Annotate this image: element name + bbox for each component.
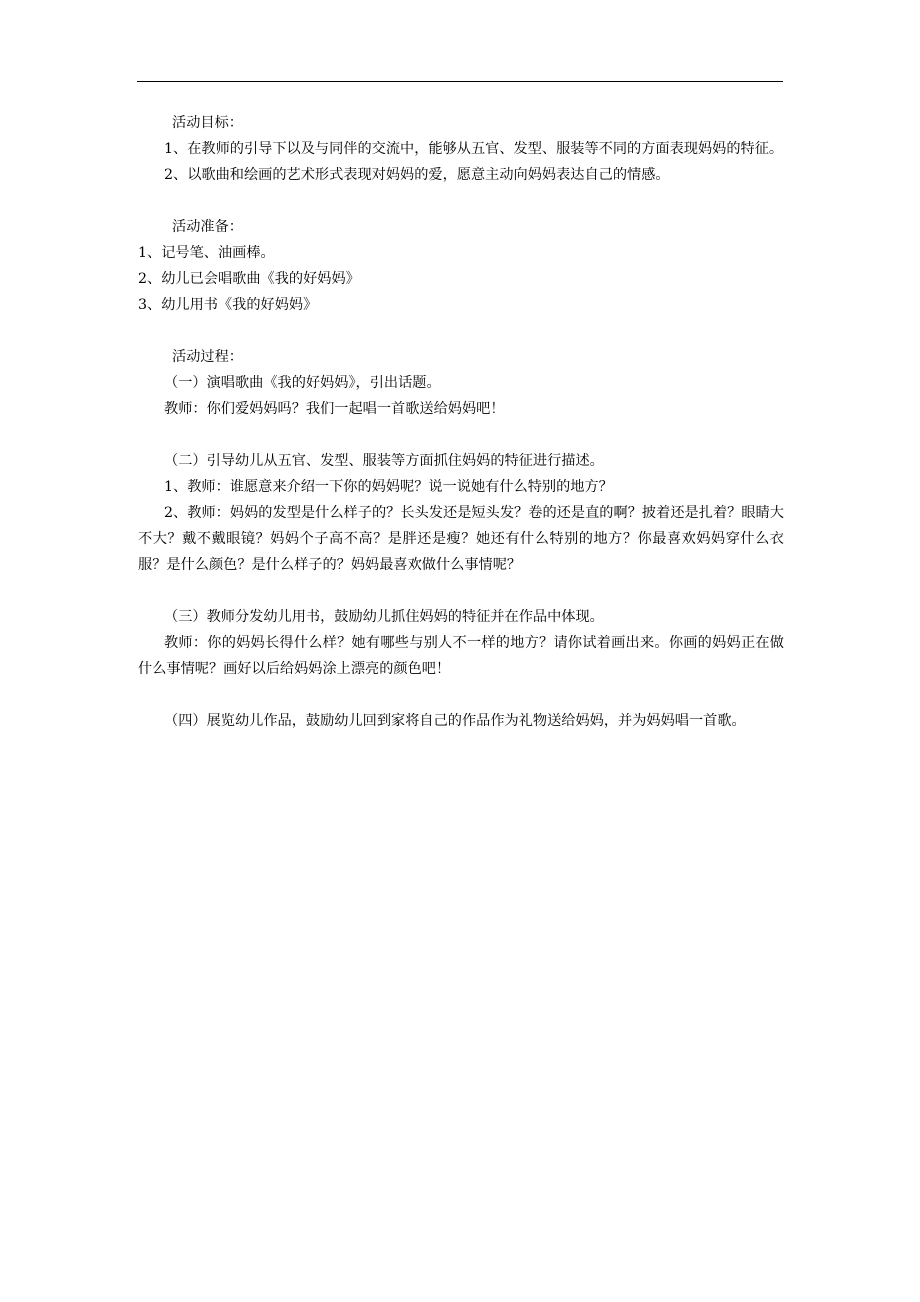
document-body xyxy=(138,110,784,734)
step-2-question-2: 2、教师：妈妈的发型是什么样子的？长头发还是短头发？卷的还是直的啊？披着还是扎着？眼睛大不大？戴不戴眼镜？妈妈个子高不高？是胖还是瘦？她还有什么特别的地方？你最喜欢妈妈穿什么衣服？是什么颜色？是什么样子的？妈妈最喜欢做什么事情呢？ xyxy=(138,505,784,573)
preparation-item-1: 1、记号笔、油画棒。 xyxy=(138,245,275,261)
goal-item-2: 2、以歌曲和绘画的艺术形式表现对妈妈的爱，愿意主动向妈妈表达自己的情感。 xyxy=(164,167,670,183)
preparation-item-2: 2、幼儿已会唱歌曲《我的好妈妈》 xyxy=(138,271,360,287)
section-heading-process: 活动过程： xyxy=(172,349,243,365)
spacer xyxy=(138,578,784,604)
step-3-title: （三）教师分发幼儿用书，鼓励幼儿抓住妈妈的特征并在作品中体现。 xyxy=(164,609,604,625)
step-1-teacher-line: 教师：你们爱妈妈吗？我们一起唱一首歌送给妈妈吧！ xyxy=(164,401,505,417)
spacer xyxy=(138,422,784,448)
section-heading-preparation: 活动准备： xyxy=(172,219,243,235)
section-heading-goals: 活动目标： xyxy=(172,115,243,131)
header-rule xyxy=(137,81,783,82)
step-1-title: （一）演唱歌曲《我的好妈妈》，引出话题。 xyxy=(164,375,441,391)
spacer xyxy=(138,682,784,708)
step-4-title: （四）展览幼儿作品，鼓励幼儿回到家将自己的作品作为礼物送给妈妈，并为妈妈唱一首歌。 xyxy=(164,713,746,729)
preparation-item-3: 3、幼儿用书《我的好妈妈》 xyxy=(138,297,318,313)
step-2-title: （二）引导幼儿从五官、发型、服装等方面抓住妈妈的特征进行描述。 xyxy=(164,453,604,469)
spacer xyxy=(138,318,784,344)
goal-item-1: 1、在教师的引导下以及与同伴的交流中，能够从五官、发型、服装等不同的方面表现妈妈的特征。 xyxy=(164,141,784,157)
step-3-teacher-line: 教师：你的妈妈长得什么样？她有哪些与别人不一样的地方？请你试着画出来。你画的妈妈正在做什么事情呢？画好以后给妈妈涂上漂亮的颜色吧！ xyxy=(138,635,784,677)
spacer xyxy=(138,188,784,214)
step-2-question-1: 1、教师：谁愿意来介绍一下你的妈妈呢？说一说她有什么特别的地方？ xyxy=(164,479,613,495)
